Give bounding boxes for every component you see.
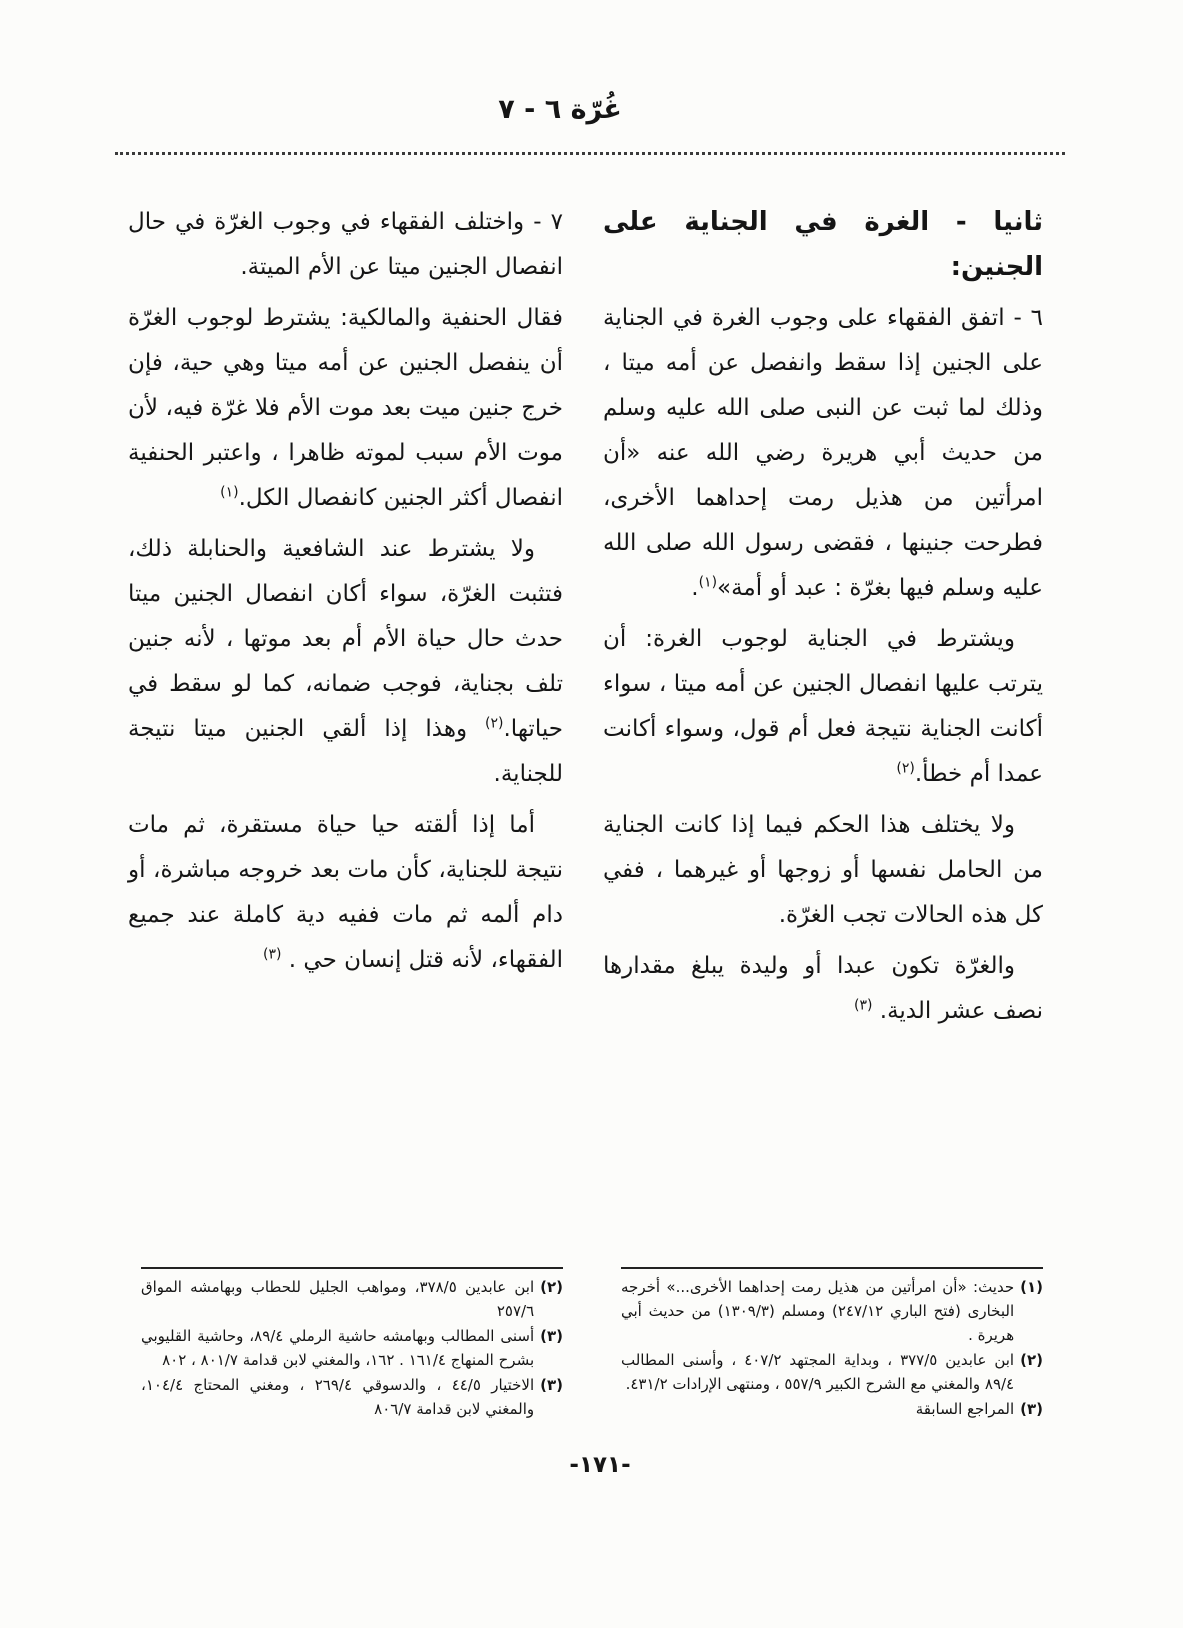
paragraph bbox=[128, 803, 563, 983]
footnote-number: (١) bbox=[1020, 1278, 1043, 1296]
footnote-number: (٣) bbox=[540, 1327, 563, 1345]
footnote-ref: (١) bbox=[698, 574, 718, 591]
paragraph bbox=[128, 296, 563, 521]
left-footnotes bbox=[141, 1267, 563, 1422]
running-header: غُرّة ٦ - ٧ bbox=[498, 94, 622, 125]
paragraph-text: والغرّة تكون عبدا أو وليدة يبلغ مقدارها نصف عشر الدية. bbox=[603, 953, 1043, 1024]
footnote-text: المراجع السابقة bbox=[915, 1400, 1015, 1418]
footnote-number: (٢) bbox=[1020, 1351, 1043, 1369]
footnote-number: (٢) bbox=[540, 1278, 563, 1296]
paragraph-text-end: وهذا إذا ألقي الجنين ميتا نتيجة للجناية. bbox=[128, 716, 563, 787]
footnote-ref: (١) bbox=[220, 484, 239, 501]
paragraph bbox=[603, 803, 1043, 938]
footnote-text: ابن عابدين ٣٧٧/٥ ، وبداية المجتهد ٤٠٧/٢ ، وأسنى المطالب ٨٩/٤ والمغني مع الشرح الكبير ٥٥٧/٩ ، ومنتهى الإرادات ٤٣١/٢. bbox=[621, 1351, 1015, 1393]
paragraph bbox=[603, 296, 1043, 611]
paragraph-text: فقال الحنفية والمالكية: يشترط لوجوب الغرّة أن ينفصل الجنين عن أمه ميتا وهي حية، فإن خرج جنين ميت بعد موت الأم فلا غرّة فيه، لأن موت الأم سبب لموته ظاهرا ، واعتبر الحنفية انفصال أكثر الجنين كانفصال الكل. bbox=[128, 305, 563, 511]
footnote-number: (٣) bbox=[540, 1376, 563, 1394]
footnote bbox=[621, 1348, 1043, 1396]
footnote-number: (٣) bbox=[1020, 1400, 1043, 1418]
paragraph-text-end: . bbox=[691, 575, 699, 601]
footnote bbox=[141, 1373, 563, 1421]
section-heading: ثانيا - الغرة في الجناية على الجنين: bbox=[603, 207, 1043, 282]
footnote bbox=[141, 1275, 563, 1323]
footnote-ref: (٣) bbox=[263, 946, 282, 963]
paragraph-text: ٧ - واختلف الفقهاء في وجوب الغرّة في حال انفصال الجنين ميتا عن الأم الميتة. bbox=[128, 209, 563, 280]
right-column bbox=[603, 200, 1043, 1422]
header-dotted-rule bbox=[115, 152, 1065, 155]
paragraph bbox=[603, 617, 1043, 797]
footnote-text: ابن عابدين ٣٧٨/٥، ومواهب الجليل للحطاب وبهامشه المواق ٢٥٧/٦ bbox=[141, 1278, 535, 1320]
left-column-body bbox=[128, 200, 563, 989]
paragraph-text: ولا يشترط عند الشافعية والحنابلة ذلك، فتثبت الغرّة، سواء أكان انفصال الجنين ميتا حدث حال حياة الأم أم بعد موتها ، لأنه جنين تلف بجناية، فوجب ضمانه، كما لو سقط في حياتها. bbox=[128, 536, 563, 742]
footnote-text: أسنى المطالب وبهامشه حاشية الرملي ٨٩/٤، وحاشية القليوبي بشرح المنهاج ١٦١/٤ . ١٦٢، والمغني لابن قدامة ٨٠١/٧ ، ٨٠٢ bbox=[141, 1327, 535, 1369]
paragraph bbox=[128, 527, 563, 797]
footnote bbox=[621, 1397, 1043, 1421]
paragraph-text: ولا يختلف هذا الحكم فيما إذا كانت الجناية من الحامل نفسها أو زوجها أو غيرهما ، ففي كل هذه الحالات تجب الغرّة. bbox=[603, 812, 1043, 928]
right-footnotes bbox=[621, 1267, 1043, 1422]
footnote bbox=[621, 1275, 1043, 1347]
footnote-separator bbox=[621, 1267, 1043, 1269]
right-column-body bbox=[603, 200, 1043, 1040]
left-column bbox=[128, 200, 563, 1422]
footnote-ref: (٢) bbox=[896, 760, 915, 777]
paragraph-text: ويشترط في الجناية لوجوب الغرة: أن يترتب عليها انفصال الجنين عن أمه ميتا ، سواء أكانت الجناية نتيجة فعل أم قول، وسواء أكانت عمدا أم خطأ. bbox=[603, 626, 1043, 787]
paragraph bbox=[128, 200, 563, 290]
footnote-ref: (٣) bbox=[853, 997, 873, 1014]
footnote-text: حديث: «أن امرأتين من هذيل رمت إحداهما الأخرى...» أخرجه البخارى (فتح الباري ٢٤٧/١٢) ومسلم (١٣٠٩/٣) من حديث أبي هريرة . bbox=[621, 1278, 1015, 1344]
footnote-separator bbox=[141, 1267, 563, 1269]
page-number: -١٧١- bbox=[569, 1452, 631, 1478]
footnote-text: الاختيار ٤٤/٥ ، والدسوقي ٢٦٩/٤ ، ومغني المحتاج ١٠٤/٤، والمغني لابن قدامة ٨٠٦/٧ bbox=[141, 1376, 535, 1418]
footnote bbox=[141, 1324, 563, 1372]
footnote-ref: (٢) bbox=[485, 715, 504, 732]
paragraph bbox=[603, 944, 1043, 1034]
paragraph-text: أما إذا ألقته حيا حياة مستقرة، ثم مات نتيجة للجناية، كأن مات بعد خروجه مباشرة، أو دام ألمه ثم مات ففيه دية كاملة عند جميع الفقهاء، لأنه قتل إنسان حي . bbox=[128, 812, 563, 973]
paragraph-text: ٦ - اتفق الفقهاء على وجوب الغرة في الجناية على الجنين إذا سقط وانفصل عن أمه ميتا ، وذلك لما ثبت عن النبى صلى الله عليه وسلم من حديث أبي هريرة رضي الله عنه «أن امرأتين من هذيل رمت إحداهما الأخرى، فطرحت جنينها ، فقضى رسول الله صلى الله عليه وسلم فيها بغرّة : عبد أو أمة» bbox=[603, 305, 1043, 601]
